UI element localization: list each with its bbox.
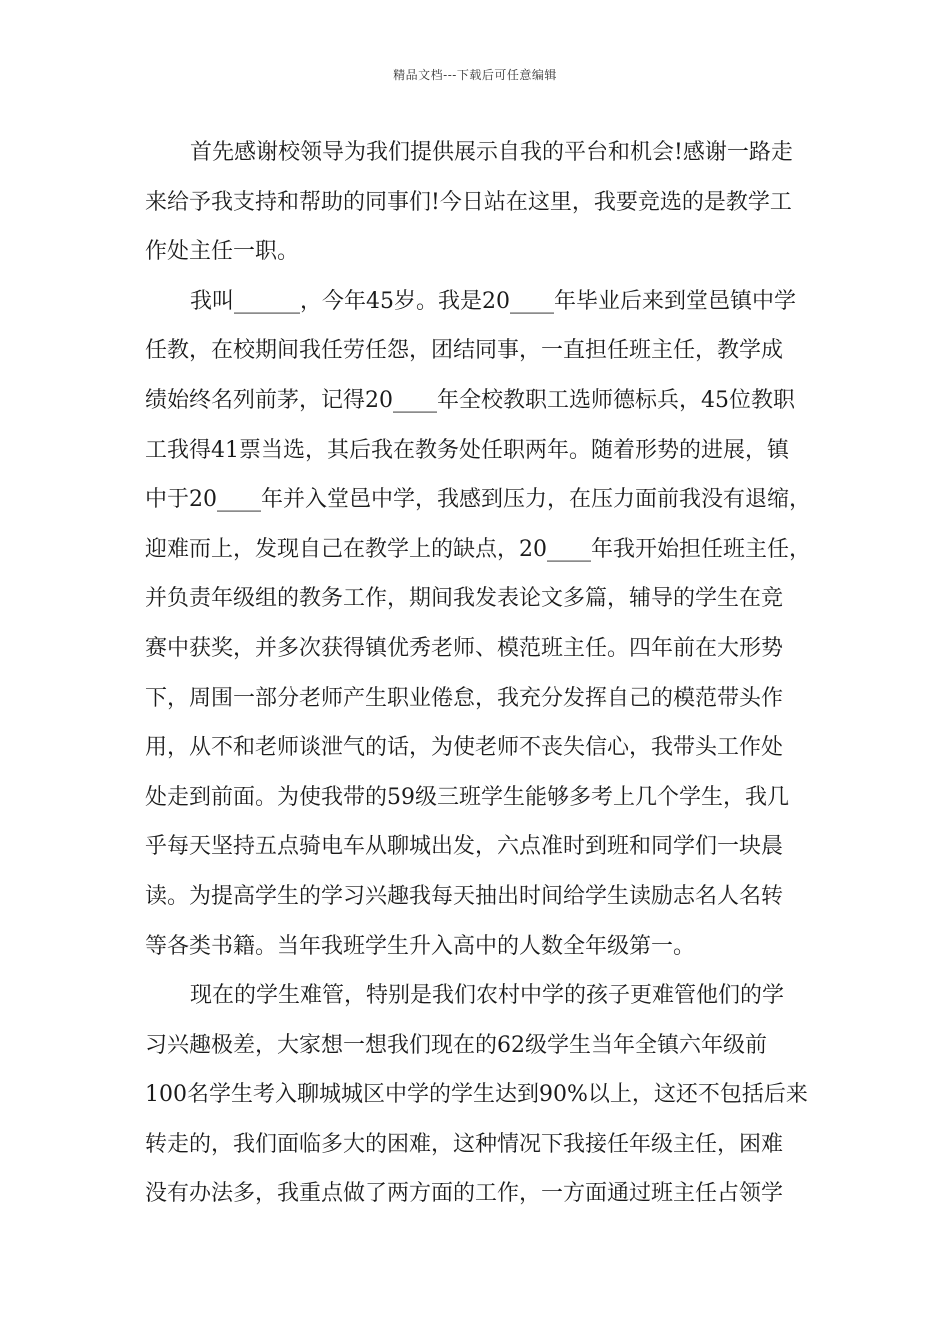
- text-line: 任教，在校期间我任劳任怨，团结同事，一直担任班主任，教学成: [145, 338, 784, 364]
- text-line: 绩始终名列前茅，记得20____年全校教职工选师德标兵，45位教职: [145, 387, 795, 413]
- text-line: 首先感谢校领导为我们提供展示自我的平台和机会!感谢一路走: [190, 140, 793, 165]
- text-line: 我叫______，今年45岁。我是20____年毕业后来到堂邑镇中学: [190, 288, 796, 314]
- text-line: 赛中获奖，并多次获得镇优秀老师、模范班主任。四年前在大形势: [145, 635, 784, 661]
- page-header: 精品文档---下载后可任意编辑: [393, 68, 557, 82]
- text-line: 并负责年级组的教务工作，期间我发表论文多篇，辅导的学生在竞: [145, 586, 784, 612]
- text-line: 现在的学生难管，特别是我们农村中学的孩子更难管他们的学: [190, 983, 785, 1009]
- text-line: 迎难而上，发现自己在教学上的缺点，20____年我开始担任班主任，: [145, 536, 811, 562]
- paragraph-2: [145, 277, 835, 971]
- text-line: 下，周围一部分老师产生职业倦怠，我充分发挥自己的模范带头作: [145, 685, 784, 711]
- document-body: [145, 128, 835, 1219]
- text-line: 100名学生考入聊城城区中学的学生达到90%以上，这还不包括后来: [145, 1082, 808, 1108]
- paragraph-1: [145, 128, 835, 277]
- text-line: 等各类书籍。当年我班学生升入高中的人数全年级第一。: [145, 933, 696, 959]
- text-line: 乎每天坚持五点骑电车从聊城出发，六点准时到班和同学们一块晨: [145, 834, 784, 860]
- text-line: 来给予我支持和帮助的同事们!今日站在这里，我要竞选的是教学工: [145, 189, 792, 215]
- paragraph-3: [145, 971, 835, 1219]
- text-line: 处走到前面。为使我带的59级三班学生能够多考上几个学生，我几: [145, 784, 789, 810]
- text-line: 没有办法多，我重点做了两方面的工作，一方面通过班主任占领学: [145, 1181, 784, 1207]
- text-line: 中于20____年并入堂邑中学，我感到压力，在压力面前我没有退缩，: [145, 487, 811, 513]
- text-line: 用，从不和老师谈泄气的话，为使老师不丧失信心，我带头工作处: [145, 735, 784, 761]
- text-line: 转走的，我们面临多大的困难，这种情况下我接任年级主任，困难: [145, 1131, 784, 1157]
- text-line: 读。为提高学生的学习兴趣我每天抽出时间给学生读励志名人名转: [145, 883, 784, 909]
- text-line: 工我得41票当选，其后我在教务处任职两年。随着形势的进展，镇: [145, 437, 789, 463]
- text-line: 作处主任一职。: [145, 239, 300, 265]
- text-line: 习兴趣极差，大家想一想我们现在的62级学生当年全镇六年级前: [145, 1032, 767, 1058]
